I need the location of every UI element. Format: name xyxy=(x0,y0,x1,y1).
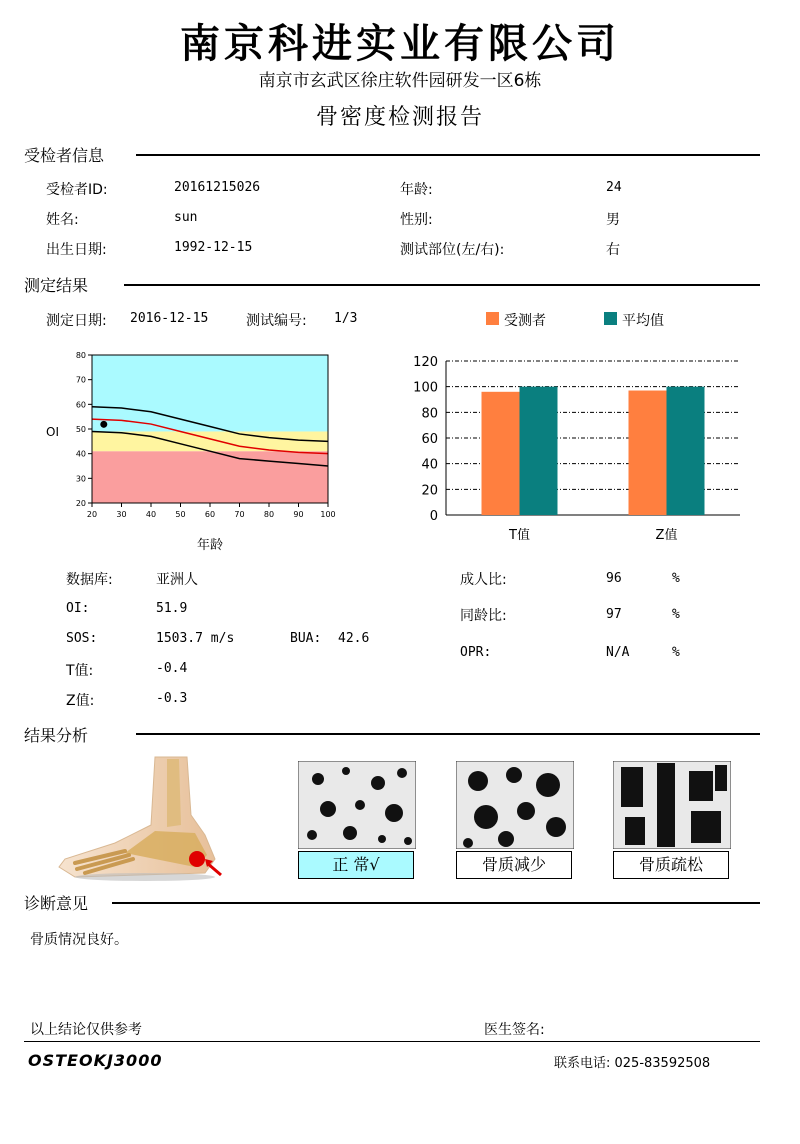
name-value: sun xyxy=(174,210,198,225)
oi-ytick-label: 50 xyxy=(75,425,86,434)
sos-value: 1503.7 m/s xyxy=(156,631,235,646)
bua-label: BUA: xyxy=(290,631,322,646)
oi-ytick-label: 80 xyxy=(75,351,86,360)
bar-ytick-label: 100 xyxy=(413,380,438,396)
section-diagnosis: 诊断意见 xyxy=(24,894,89,913)
divider xyxy=(136,733,760,735)
company-name: 南京科进实业有限公司 xyxy=(180,20,620,67)
disclaimer-text: 以上结论仅供参考 xyxy=(30,1022,142,1038)
database-label: 数据库: xyxy=(66,572,113,588)
bar-category-label: Z值 xyxy=(655,528,678,543)
t-score-value: -0.4 xyxy=(156,661,188,676)
oi-xtick-label: 20 xyxy=(86,510,98,519)
same-age-ratio-unit: % xyxy=(672,607,680,622)
bone-label-osteoporosis: 骨质疏松 xyxy=(613,851,729,879)
patient-id-value: 20161215026 xyxy=(174,180,261,195)
contact-phone: 联系电话: 025-83592508 xyxy=(554,1056,711,1071)
adult-ratio-value: 96 xyxy=(606,571,622,586)
ratio-bar-chart xyxy=(400,345,750,550)
bar-1-1 xyxy=(667,387,705,515)
bar-ytick-label: 80 xyxy=(421,406,438,422)
oi-age-chart xyxy=(40,345,350,560)
device-model: OSTEOKJ3000 xyxy=(28,1051,163,1070)
oi-zone-1 xyxy=(92,431,328,451)
z-score-value: -0.3 xyxy=(156,691,188,706)
section-result: 测定结果 xyxy=(24,276,89,295)
legend-subject-label: 受测者 xyxy=(504,313,546,329)
legend-subject-swatch xyxy=(486,312,499,325)
oi-y-label: OI xyxy=(46,425,59,439)
adult-ratio-unit: % xyxy=(672,571,680,586)
sex-value: 男 xyxy=(606,212,620,228)
bar-1-0 xyxy=(629,391,667,515)
test-date-value: 2016-12-15 xyxy=(130,311,209,326)
doctor-signature-label: 医生签名: xyxy=(484,1022,545,1038)
oi-xtick-label: 70 xyxy=(234,510,245,519)
foot-shadow xyxy=(75,873,215,881)
oi-xtick-label: 50 xyxy=(175,510,186,519)
site-value: 右 xyxy=(606,242,620,258)
oi-xtick-label: 60 xyxy=(204,510,216,519)
adult-ratio-label: 成人比: xyxy=(460,572,507,588)
sex-label: 性别: xyxy=(400,212,433,228)
age-value: 24 xyxy=(606,180,622,195)
bua-value: 42.6 xyxy=(338,631,370,646)
section-patient-info: 受检者信息 xyxy=(24,146,105,165)
bar-ytick-label: 60 xyxy=(421,432,438,447)
diagnosis-text: 骨质情况良好。 xyxy=(30,932,128,948)
opr-value: N/A xyxy=(606,645,630,660)
site-label: 测试部位(左/右): xyxy=(400,242,505,258)
oi-ytick-label: 40 xyxy=(75,449,86,459)
bone-texture-reduced xyxy=(456,761,574,849)
same-age-ratio-label: 同龄比: xyxy=(460,608,507,624)
bar-0-1 xyxy=(520,387,558,515)
measure-point-icon xyxy=(189,851,205,867)
dob-value: 1992-12-15 xyxy=(174,240,253,255)
oi-ytick-label: 60 xyxy=(75,400,86,410)
name-label: 姓名: xyxy=(46,212,79,228)
test-no-value: 1/3 xyxy=(334,311,358,326)
oi-zone-0 xyxy=(92,451,328,503)
oi-ytick-label: 30 xyxy=(75,474,86,484)
dob-label: 出生日期: xyxy=(46,242,107,258)
t-score-label: T值: xyxy=(66,663,94,679)
oi-ytick-label: 20 xyxy=(75,499,86,508)
bar-category-label: T值 xyxy=(509,528,530,543)
test-no-label: 测试编号: xyxy=(246,313,307,329)
bar-ytick-label: 0 xyxy=(429,509,438,524)
bone-label-normal: 正 常√ xyxy=(298,851,414,879)
oi-xtick-label: 90 xyxy=(293,510,304,519)
oi-xtick-label: 100 xyxy=(320,510,336,519)
bone-label-reduced: 骨质减少 xyxy=(456,851,572,879)
report-title: 骨密度检测报告 xyxy=(315,105,484,130)
legend-average-label: 平均值 xyxy=(622,313,664,329)
bar-ytick-label: 40 xyxy=(421,457,438,473)
age-label: 年龄: xyxy=(400,182,433,198)
legend-average-swatch xyxy=(604,312,617,325)
bar-ytick-label: 120 xyxy=(413,355,438,370)
divider xyxy=(136,154,760,156)
section-analysis: 结果分析 xyxy=(24,726,89,745)
bone-texture-normal xyxy=(298,761,416,849)
bar-0-0 xyxy=(482,392,520,515)
divider xyxy=(112,902,760,904)
same-age-ratio-value: 97 xyxy=(606,607,622,622)
opr-unit: % xyxy=(672,645,680,660)
bone-texture-osteoporosis xyxy=(613,761,731,849)
database-value: 亚洲人 xyxy=(156,572,198,588)
patient-id-label: 受检者ID: xyxy=(46,182,108,198)
tibia-bone xyxy=(167,759,181,827)
oi-xtick-label: 80 xyxy=(263,510,275,519)
oi-subject-point xyxy=(100,421,107,428)
sos-label: SOS: xyxy=(66,631,98,646)
oi-xtick-label: 40 xyxy=(145,510,157,519)
test-date-label: 测定日期: xyxy=(46,313,107,329)
oi-ytick-label: 70 xyxy=(75,375,86,385)
footer-divider xyxy=(24,1041,760,1042)
opr-label: OPR: xyxy=(460,645,492,660)
divider xyxy=(124,284,760,286)
foot-bone-illustration xyxy=(55,755,235,885)
oi-value: 51.9 xyxy=(156,601,188,616)
bar-ytick-label: 20 xyxy=(421,483,438,499)
oi-zone-2 xyxy=(92,355,328,431)
company-address: 南京市玄武区徐庄软件园研发一区6栋 xyxy=(258,71,542,91)
oi-label: OI: xyxy=(66,601,90,616)
oi-xtick-label: 30 xyxy=(116,510,127,519)
z-score-label: Z值: xyxy=(66,693,95,709)
oi-x-label: 年龄 xyxy=(196,538,224,553)
